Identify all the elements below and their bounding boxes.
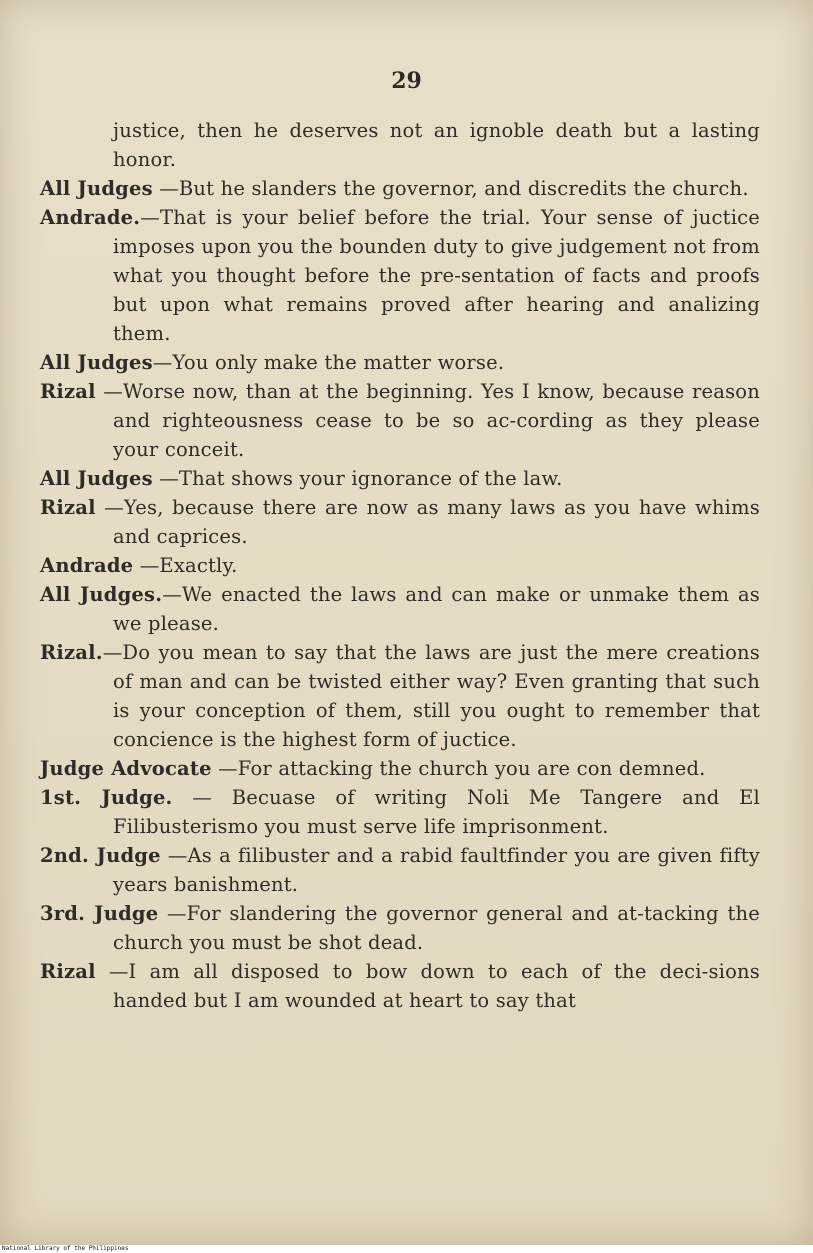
dialogue-line	[40, 754, 760, 783]
speaker-name: Rizal	[40, 496, 96, 519]
speech-text: —You only make the matter worse.	[152, 351, 505, 374]
speaker-name: All Judges.	[40, 583, 163, 606]
speaker-name: Andrade	[40, 554, 134, 577]
dialogue-line	[40, 464, 760, 493]
continued-paragraph: justice, then he deserves not an ignoble death but a lasting honor.	[113, 119, 760, 171]
dialogue-line	[40, 203, 760, 348]
library-credit: National Library of the Philippines	[0, 1245, 813, 1253]
dialogue-line	[40, 899, 760, 957]
dialogue-line	[40, 580, 760, 638]
speaker-name: 1st. Judge.	[40, 786, 173, 809]
speaker-name: All Judges	[40, 351, 153, 374]
speech-text: —For slandering the governor general and at-tacking the church you must be shot dead.	[113, 902, 760, 954]
speech-text: —As a filibuster and a rabid faultfinder you are given fifty years banishment.	[113, 844, 760, 896]
dialogue-line	[40, 493, 760, 551]
speech-text: —For attacking the church you are con demned.	[211, 757, 706, 780]
dialogue-line	[40, 551, 760, 580]
speech-text: —I am all disposed to bow down to each of the deci-sions handed but I am wounded at heart to say that	[95, 960, 760, 1012]
speech-text: —Yes, because there are now as many laws as you have whims and caprices.	[95, 496, 760, 548]
speaker-name: Rizal	[40, 380, 96, 403]
speaker-name: Judge Advocate	[40, 757, 212, 780]
dialogue-line	[40, 783, 760, 841]
speaker-name: Rizal	[40, 960, 96, 983]
speech-text: —That is your belief before the trial. Your sense of juctiсe imposes upon you the bounden duty to give judgement not from what you thought before the pre-sentation of facts and proofs but upon what remains proved after hearing and analizing them.	[113, 206, 760, 345]
speaker-name: Andrade.	[40, 206, 141, 229]
speech-text: —We enacted the laws and can make or unmake them as we please.	[113, 583, 760, 635]
speech-text: —Exactly.	[133, 554, 238, 577]
speaker-name: 3rd. Judge	[40, 902, 159, 925]
speaker-name: All Judges	[40, 467, 153, 490]
dialogue-line	[40, 174, 760, 203]
speaker-name: 2nd. Judge	[40, 844, 161, 867]
page-number: 29	[391, 68, 422, 94]
dialogue-line	[40, 841, 760, 899]
speech-text: —But he slanders the governor, and discredits the church.	[152, 177, 749, 200]
dialogue-line	[40, 638, 760, 754]
speech-text: —Do you mean to say that the laws are just the mere creations of man and can be twisted either way? Even granting that such is your conception of them, still you ought to remember that concience is the highest form of juctice.	[102, 641, 760, 751]
dialogue-list	[40, 174, 760, 1015]
dialogue-line	[40, 348, 760, 377]
speaker-name: All Judges	[40, 177, 153, 200]
page-body	[40, 116, 760, 1015]
speech-text: —That shows your ignorance of the law.	[152, 467, 563, 490]
dialogue-line	[40, 377, 760, 464]
speech-text: — Becuase of writing Noli Me Tangere and El Filibusterismo you must serve life imprisonment.	[113, 786, 760, 838]
dialogue-line	[40, 957, 760, 1015]
speech-text: —Worse now, than at the beginning. Yes I know, because reason and righteousness cease to be so ac-cording as they please your conceit.	[95, 380, 760, 461]
speaker-name: Rizal.	[40, 641, 103, 664]
